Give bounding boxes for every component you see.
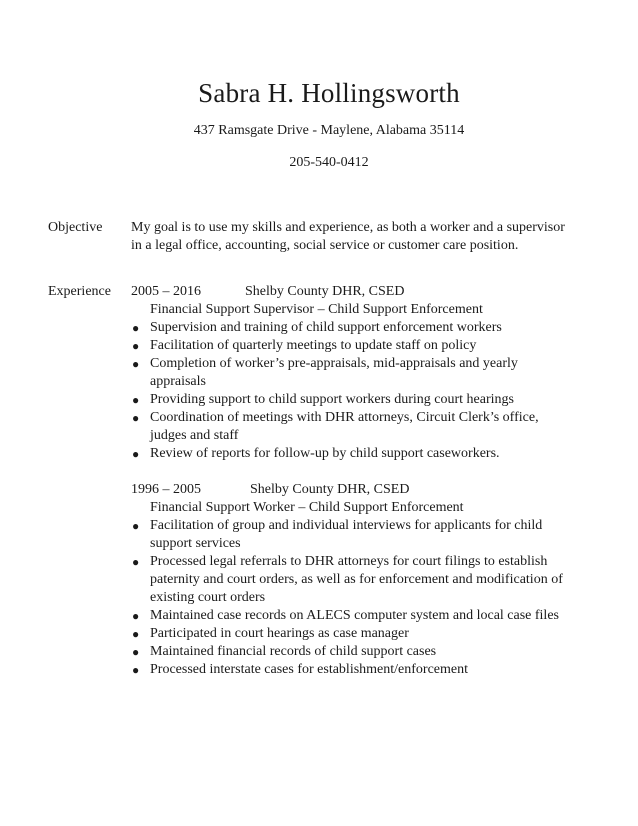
job-header [131,481,571,499]
list-item [131,409,571,445]
list-item [131,553,571,607]
bullet-icon: ● [132,357,140,371]
list-item [131,607,571,625]
list-item [131,517,571,553]
bullet-icon: ● [132,609,140,623]
job-dates: 2005 – 2016 [131,284,201,299]
job-header [131,283,571,301]
resume-name: Sabra H. Hollingsworth [198,78,460,108]
bullet-icon: ● [132,519,140,533]
experience-label: Experience [48,284,111,299]
duty-text: Coordination of meetings with DHR attorneys, Circuit Clerk’s office, judges and staff [150,410,539,443]
list-item [131,355,571,391]
objective-label: Objective [48,220,103,235]
duty-list [131,517,571,679]
list-item [131,391,571,409]
duty-text: Review of reports for follow-up by child support caseworkers. [150,446,500,461]
job-entry [131,283,571,463]
duty-text: Completion of worker’s pre-appraisals, mid-appraisals and yearly appraisals [150,356,518,389]
bullet-icon: ● [132,393,140,407]
list-item [131,643,571,661]
duty-text: Processed legal referrals to DHR attorneys for court filings to establish paternity and court orders, as well as for enforcement and modification of existing court orders [150,554,563,605]
bullet-icon: ● [132,339,140,353]
duty-text: Supervision and training of child support enforcement workers [150,320,502,335]
duty-text: Facilitation of quarterly meetings to update staff on policy [150,338,477,353]
bullet-icon: ● [132,663,140,677]
job-entry [131,481,571,679]
list-item [131,319,571,337]
bullet-icon: ● [132,321,140,335]
list-item [131,337,571,355]
list-item [131,625,571,643]
duty-text: Processed interstate cases for establishment/enforcement [150,662,468,677]
duty-text: Providing support to child support workers during court hearings [150,392,514,407]
contact-phone: 205-540-0412 [289,155,369,170]
duty-text: Maintained case records on ALECS computer system and local case files [150,608,559,623]
bullet-icon: ● [132,555,140,569]
job-title: Financial Support Supervisor – Child Support Enforcement [150,302,483,317]
job-dates: 1996 – 2005 [131,482,201,497]
contact-address: 437 Ramsgate Drive - Maylene, Alabama 35114 [193,123,465,138]
job-title: Financial Support Worker – Child Support Enforcement [150,500,464,515]
bullet-icon: ● [132,645,140,659]
list-item [131,445,571,463]
bullet-icon: ● [132,411,140,425]
bullet-icon: ● [132,627,140,641]
duty-text: Participated in court hearings as case manager [150,626,409,641]
experience-list [131,283,571,679]
list-item [131,661,571,679]
objective-text: My goal is to use my skills and experience, as both a worker and a supervisor in a legal office, accounting, social service or customer care position. [131,220,565,253]
job-employer: Shelby County DHR, CSED [250,482,410,497]
duty-text: Facilitation of group and individual interviews for applicants for child support services [150,518,543,551]
duty-list [131,319,571,463]
bullet-icon: ● [132,447,140,461]
duty-text: Maintained financial records of child support cases [150,644,437,659]
job-employer: Shelby County DHR, CSED [245,284,405,299]
